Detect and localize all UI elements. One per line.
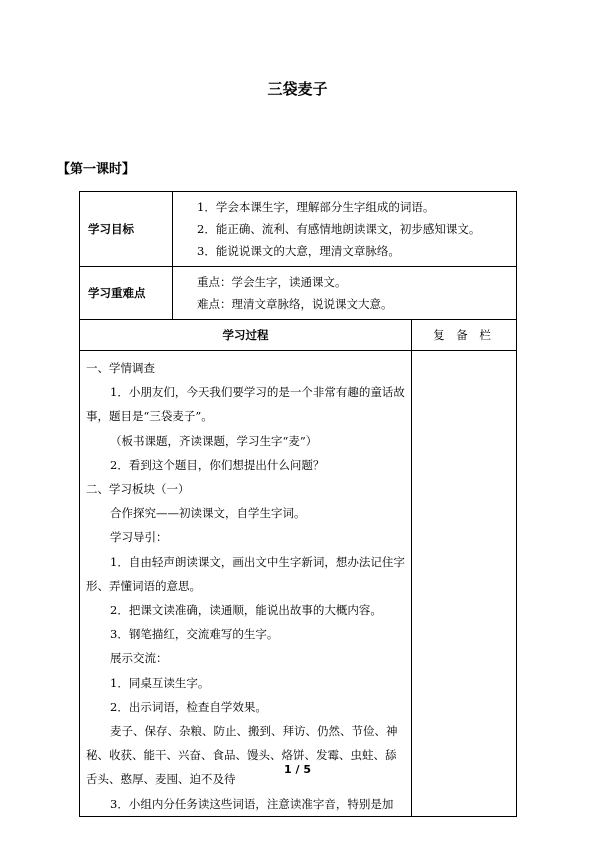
process-paragraph: 2．看到这个题目，你们想提出什么问题？	[110, 457, 325, 472]
process-paragraph: 3．小组内分任务读这些词语，注意读准字音，特别是加	[110, 796, 394, 811]
lesson-plan-table	[79, 191, 517, 817]
section-heading: 【第一课时】	[57, 162, 136, 177]
key-point-item: 难点：理清文章脉络，说说课文大意。	[197, 297, 393, 311]
process-header: 学习过程	[80, 320, 412, 351]
process-header-row	[80, 320, 517, 351]
key-point-item: 重点：学会生字，读通课文。	[197, 275, 347, 289]
key-points-content	[173, 267, 517, 320]
process-paragraph: 2．出示词语，检查自学效果。	[110, 699, 267, 714]
process-paragraph: （板书课题，齐读课题，学习生字“麦”）	[110, 433, 318, 448]
process-paragraph: 1．同桌互读生字。	[110, 675, 210, 690]
process-paragraph: 1．自由轻声朗读课文，画出文中生字新词，想办法记住字形、弄懂词语的意思。	[86, 554, 405, 593]
process-paragraph: 合作探究——初读课文，自学生字词。	[110, 506, 306, 521]
objectives-content	[173, 192, 517, 267]
process-paragraph: 一、学情调查	[86, 361, 155, 375]
process-body-row	[80, 351, 517, 817]
process-paragraph: 1．小朋友们，今天我们要学习的是一个非常有趣的童话故事，题目是“三袋麦子”。	[86, 385, 405, 424]
objectives-row	[80, 192, 517, 267]
process-paragraph: 麦子、保存、杂粮、防止、搬到、拜访、仍然、节俭、神秘、收获、能干、兴奋、食品、馒头、烙饼、发霉、虫蛀、舔舌头、憨厚、麦囤、迫不及待	[86, 724, 398, 787]
process-paragraph: 3．钢笔描红，交流难写的生字。	[110, 627, 279, 642]
objectives-label: 学习目标	[80, 192, 173, 267]
objective-item: 3．能说说课文的大意，理清文章脉络。	[197, 244, 400, 258]
key-points-label: 学习重难点	[80, 267, 173, 320]
objective-item: 1．学会本课生字，理解部分生字组成的词语。	[197, 200, 435, 214]
objective-item: 2．能正确、流利、有感情地朗读课文，初步感知课文。	[197, 222, 481, 236]
process-paragraph: 展示交流：	[110, 651, 168, 666]
process-paragraph: 二、学习板块（一）	[86, 482, 190, 497]
key-points-row	[80, 267, 517, 320]
page-number: 1 / 5	[284, 763, 311, 776]
document-title: 三袋麦子	[267, 80, 328, 98]
process-paragraph: 学习导引：	[110, 530, 168, 545]
notes-column-header: 复 备 栏	[412, 320, 517, 351]
process-paragraph: 2．把课文读准确，读通顺，能说出故事的大概内容。	[110, 603, 382, 618]
notes-column-content	[412, 351, 517, 817]
process-content	[80, 351, 412, 817]
